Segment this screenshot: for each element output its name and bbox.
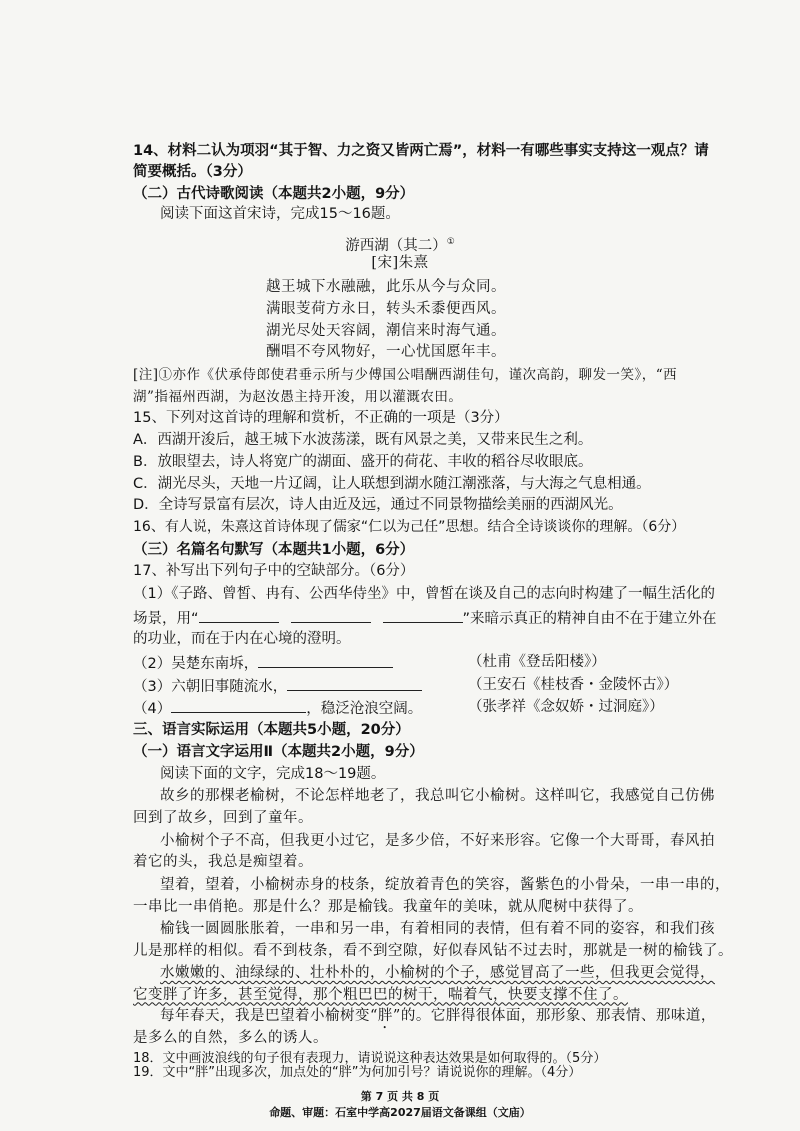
poem-line: 酬唱不夸风物好，一心忧国愿年丰。 bbox=[266, 344, 506, 361]
answer-blank[interactable] bbox=[287, 674, 422, 691]
answer-blank[interactable] bbox=[383, 606, 463, 623]
q17-item1-line1: （1）《子路、曾皙、冉有、公西华侍坐》中，曾皙在谈及自己的志向时构建了一幅生活化的 bbox=[133, 586, 715, 603]
passage-p3-l2: 一串比一串俏艳。那是什么？那是榆钱。我童年的美味，就从爬树中获得了。 bbox=[133, 898, 643, 915]
language-subsection-heading: （一）语言文字运用Ⅱ（本题共2小题，9分） bbox=[133, 743, 424, 760]
q17-item4-prefix: （4） bbox=[133, 701, 172, 718]
footer-page-number: 第 7 页 共 8 页 bbox=[360, 1090, 440, 1103]
recite-section-heading: （三）名篇名句默写（本题共1小题，6分） bbox=[133, 541, 415, 558]
passage-p2-l1: 小榆树个子不高，但我更小过它，是多少倍，不好来形容。它像一个大哥哥，春风拍 bbox=[160, 832, 715, 849]
passage-p5-l2 bbox=[133, 984, 628, 1006]
poem-line: 满眼芰荷方永日，转头禾黍便西风。 bbox=[266, 300, 506, 317]
q17-item1-prefix: 场景，用“ bbox=[133, 610, 199, 627]
q14-line2: 简要概括。（3分） bbox=[133, 163, 252, 180]
poetry-section-heading: （二）古代诗歌阅读（本题共2小题，9分） bbox=[133, 185, 415, 202]
passage-p6-l2: 是多么的自然，多么的诱人。 bbox=[133, 1030, 328, 1046]
q19-text: 19．文中“胖”出现多次，加点处的“胖”为何加引号？请说说你的理解。（4分） bbox=[133, 1065, 582, 1080]
q16-text: 16、有人说，朱熹这首诗体现了儒家“仁以为己任”思想。结合全诗谈谈你的理解。（6分） bbox=[133, 519, 686, 535]
passage-p5-l1 bbox=[160, 962, 715, 984]
q15-option-c: C．湖光尽头，天地一片辽阔，让人联想到湖水随江潮涨落，与大海之气息相通。 bbox=[133, 475, 651, 492]
q17-stem: 17、补写出下列句子中的空缺部分。（6分） bbox=[133, 563, 415, 580]
language-section-heading: 三、语言实际运用（本题共5小题，20分） bbox=[133, 722, 410, 739]
wavy-underlined-sentence: 它变胖了许多，甚至觉得，那个粗巴巴的树干，喘着气，快要支撑不住了。 bbox=[133, 986, 628, 1003]
poem-author: [宋]朱熹 bbox=[371, 254, 429, 271]
poem-line: 越王城下水融融，此乐从今与众同。 bbox=[266, 279, 506, 295]
q18-text: 18．文中画波浪线的句子很有表现力，请说说这种表达效果是如何取得的。（5分） bbox=[133, 1050, 607, 1066]
q15-stem: 15、下列对这首诗的理解和赏析，不正确的一项是（3分） bbox=[133, 410, 509, 427]
dotted-word-pang: 胖 bbox=[377, 1008, 393, 1025]
q17-item2-source: （杜甫《登岳阳楼》） bbox=[468, 654, 606, 671]
q15-option-d: D．全诗写景富有层次，诗人由近及远，通过不同景物描绘美丽的西湖风光。 bbox=[133, 497, 623, 514]
q15-option-a: A．西湖开浚后，越王城下水波荡漾，既有风景之美，又带来民生之利。 bbox=[133, 432, 593, 449]
wavy-underlined-sentence: 水嫩嫩的、油绿绿的、壮朴朴的，小榆树的个子，感觉冒高了一些，但我更会觉得， bbox=[160, 964, 715, 981]
q17-item3-source: （王安石《桂枝香・金陵怀古》） bbox=[468, 676, 679, 693]
passage-p3-l1: 望着，望着，小榆树赤身的枝条，绽放着青色的笑容，酱紫色的小骨朵，一串一串的， bbox=[160, 877, 730, 893]
answer-blank[interactable] bbox=[199, 606, 279, 623]
q17-item4-source: （张孝祥《念奴娇・过洞庭》） bbox=[468, 699, 664, 716]
annotation-line1: [注]①亦作《伏承侍郎使君垂示所与少傅国公唱酬西湖佳句，谨次高韵，聊发一笑》，“西 bbox=[133, 366, 678, 383]
q17-item1-suffix: ”来暗示真正的精神自由不在于建立外在 bbox=[462, 610, 717, 627]
poem-note-mark: ① bbox=[446, 236, 455, 247]
q17-item3-text: （3）六朝旧事随流水， bbox=[133, 678, 288, 695]
passage-p6-l1-end: ”的。它胖得很体面，那形象、那表情、那味道， bbox=[392, 1008, 716, 1025]
passage-p1-l1: 故乡的那棵老榆树，不论怎样地老了，我总叫它小榆树。这样叫它，我感觉自己仿佛 bbox=[160, 788, 715, 805]
q17-item2 bbox=[133, 651, 393, 675]
footer-credit: 命题、审题：石室中学高2027届语文备课组（文庙） bbox=[269, 1106, 531, 1119]
q17-item2-text: （2）吴楚东南坼， bbox=[133, 656, 259, 673]
answer-blank[interactable] bbox=[291, 606, 371, 623]
answer-blank[interactable] bbox=[171, 696, 306, 713]
q17-item4-suffix: ，稳泛沧浪空阔。 bbox=[306, 701, 423, 718]
q15-option-b: B．放眼望去，诗人将宽广的湖面、盛开的荷花、丰收的稻谷尽收眼底。 bbox=[133, 453, 593, 470]
q17-item3 bbox=[133, 674, 422, 698]
poem-line: 湖光尽处天容阔，潮信来时海气通。 bbox=[266, 322, 506, 339]
q14-line1: 14、材料二认为项羽“其于智、力之资又皆两亡焉”，材料一有哪些事实支持这一观点？请 bbox=[133, 143, 709, 159]
language-instruction: 阅读下面的文字，完成18～19题。 bbox=[160, 765, 386, 782]
passage-p6-l1-start: 每年春天，我是巴望着小榆树变“ bbox=[160, 1008, 378, 1025]
passage-p1-l2: 回到了故乡，回到了童年。 bbox=[133, 809, 313, 826]
poetry-instruction: 阅读下面这首宋诗，完成15～16题。 bbox=[160, 206, 400, 223]
passage-p4-l2: 儿是那样的相似。看不到枝条，看不到空隙，好似春风钻不过去时，那就是一树的榆钱了。 bbox=[133, 943, 733, 960]
passage-p4-l1: 榆钱一圆圆胀胀着，一串和另一串，有着相同的表情，但有着不同的姿容，和我们孩 bbox=[160, 921, 715, 938]
passage-p2-l2: 着它的头，我总是痴望着。 bbox=[133, 854, 313, 871]
q17-item1-line3: 的功业，而在于内在心境的澄明。 bbox=[133, 631, 351, 648]
q17-item1-line2 bbox=[133, 606, 717, 630]
q17-item4 bbox=[133, 696, 422, 720]
annotation-line2: 湖”指福州西湖，为赵汝愚主持开浚，用以灌溉农田。 bbox=[133, 388, 463, 405]
answer-blank[interactable] bbox=[258, 651, 393, 668]
poem-title-text: 游西湖（其二） bbox=[345, 237, 447, 254]
